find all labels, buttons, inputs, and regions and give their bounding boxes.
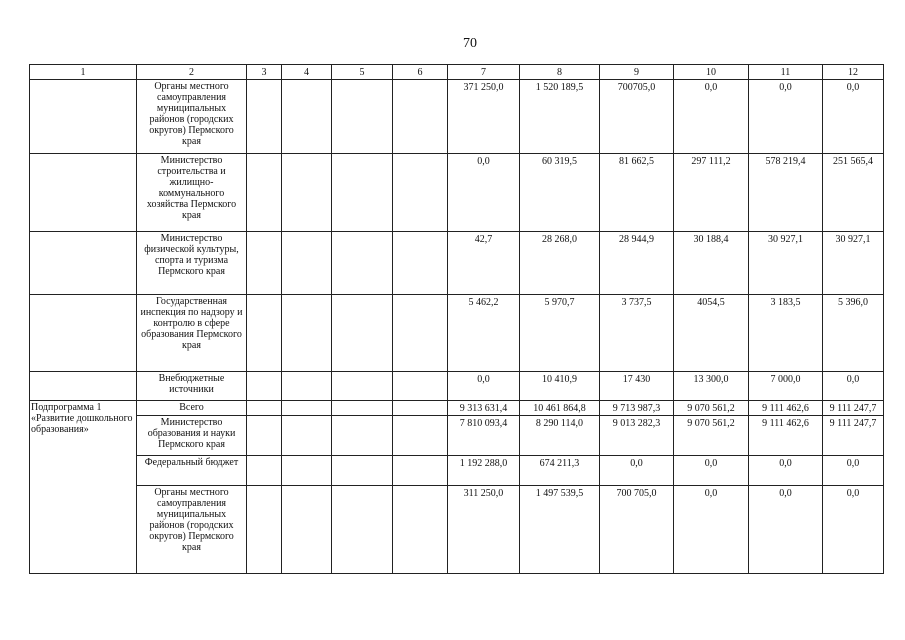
value-cell: 1 192 288,0 [448,456,520,486]
executor-cell: Министерство физической культуры, спорта и туризма Пермского края [137,232,247,295]
value-cell: 8 290 114,0 [520,416,600,456]
value-cell: 0,0 [674,80,749,154]
empty-cell [247,401,282,416]
value-cell: 700 705,0 [600,486,674,574]
subprogram-cell: Подпрограмма 1 «Развитие дошкольного образования» [30,401,137,574]
column-header: 1 [30,65,137,80]
empty-cell [282,80,332,154]
empty-cell [332,80,393,154]
column-header: 7 [448,65,520,80]
empty-cell [332,456,393,486]
empty-cell [393,80,448,154]
value-cell: 0,0 [749,486,823,574]
value-cell: 30 927,1 [749,232,823,295]
value-cell: 10 461 864,8 [520,401,600,416]
empty-cell [247,295,282,372]
column-header: 4 [282,65,332,80]
value-cell: 10 410,9 [520,372,600,401]
table-row [30,416,884,456]
column-header: 3 [247,65,282,80]
value-cell: 30 927,1 [823,232,884,295]
value-cell: 0,0 [448,154,520,232]
value-cell: 9 070 561,2 [674,401,749,416]
page-number: 70 [463,36,477,51]
empty-cell [332,401,393,416]
value-cell: 0,0 [823,486,884,574]
table-row [30,80,884,154]
budget-table-container [29,64,884,574]
executor-cell: Федеральный бюджет [137,456,247,486]
empty-cell [332,372,393,401]
executor-cell: Государственная инспекция по надзору и контролю в сфере образования Пермского края [137,295,247,372]
value-cell: 1 497 539,5 [520,486,600,574]
subprogram-cell [30,154,137,232]
column-header: 8 [520,65,600,80]
value-cell: 5 462,2 [448,295,520,372]
value-cell: 9 013 282,3 [600,416,674,456]
table-row [30,486,884,574]
value-cell: 42,7 [448,232,520,295]
table-row [30,232,884,295]
empty-cell [332,232,393,295]
value-cell: 0,0 [448,372,520,401]
empty-cell [332,295,393,372]
table-row [30,401,884,416]
value-cell: 578 219,4 [749,154,823,232]
value-cell: 4054,5 [674,295,749,372]
empty-cell [247,486,282,574]
value-cell: 9 713 987,3 [600,401,674,416]
empty-cell [247,456,282,486]
empty-cell [247,80,282,154]
value-cell: 0,0 [674,486,749,574]
executor-cell: Министерство образования и науки Пермского края [137,416,247,456]
value-cell: 3 183,5 [749,295,823,372]
value-cell: 3 737,5 [600,295,674,372]
value-cell: 60 319,5 [520,154,600,232]
subprogram-cell [30,295,137,372]
value-cell: 0,0 [600,456,674,486]
empty-cell [282,401,332,416]
value-cell: 9 111 247,7 [823,401,884,416]
value-cell: 9 111 247,7 [823,416,884,456]
empty-cell [282,456,332,486]
table-row [30,456,884,486]
value-cell: 17 430 [600,372,674,401]
value-cell: 0,0 [749,80,823,154]
value-cell: 371 250,0 [448,80,520,154]
empty-cell [247,372,282,401]
value-cell: 13 300,0 [674,372,749,401]
value-cell: 674 211,3 [520,456,600,486]
value-cell: 28 268,0 [520,232,600,295]
empty-cell [393,154,448,232]
value-cell: 0,0 [823,80,884,154]
value-cell: 7 000,0 [749,372,823,401]
empty-cell [282,416,332,456]
value-cell: 251 565,4 [823,154,884,232]
column-header: 12 [823,65,884,80]
value-cell: 9 070 561,2 [674,416,749,456]
empty-cell [393,456,448,486]
executor-cell: Всего [137,401,247,416]
value-cell: 7 810 093,4 [448,416,520,456]
executor-cell: Органы местного самоуправления муниципальных районов (городских округов) Пермского края [137,486,247,574]
empty-cell [282,295,332,372]
value-cell: 81 662,5 [600,154,674,232]
subprogram-cell [30,372,137,401]
empty-cell [247,416,282,456]
value-cell: 0,0 [674,456,749,486]
table-header-row [30,65,884,80]
value-cell: 0,0 [749,456,823,486]
value-cell: 1 520 189,5 [520,80,600,154]
column-header: 11 [749,65,823,80]
value-cell: 28 944,9 [600,232,674,295]
value-cell: 0,0 [823,456,884,486]
table-row [30,154,884,232]
value-cell: 9 111 462,6 [749,401,823,416]
value-cell: 0,0 [823,372,884,401]
empty-cell [393,295,448,372]
empty-cell [393,232,448,295]
empty-cell [393,486,448,574]
value-cell: 311 250,0 [448,486,520,574]
empty-cell [393,416,448,456]
empty-cell [282,232,332,295]
value-cell: 9 313 631,4 [448,401,520,416]
subprogram-cell [30,232,137,295]
budget-table [29,64,884,574]
empty-cell [393,401,448,416]
empty-cell [332,416,393,456]
value-cell: 5 396,0 [823,295,884,372]
value-cell: 700705,0 [600,80,674,154]
value-cell: 297 111,2 [674,154,749,232]
column-header: 2 [137,65,247,80]
executor-cell: Министерство строительства и жилищно-коммунального хозяйства Пермского края [137,154,247,232]
executor-cell: Органы местного самоуправления муниципальных районов (городских округов) Пермского края [137,80,247,154]
value-cell: 30 188,4 [674,232,749,295]
empty-cell [332,154,393,232]
column-header: 6 [393,65,448,80]
column-header: 9 [600,65,674,80]
empty-cell [247,154,282,232]
column-header: 10 [674,65,749,80]
empty-cell [247,232,282,295]
empty-cell [282,486,332,574]
column-header: 5 [332,65,393,80]
value-cell: 9 111 462,6 [749,416,823,456]
empty-cell [332,486,393,574]
subprogram-cell [30,80,137,154]
empty-cell [393,372,448,401]
value-cell: 5 970,7 [520,295,600,372]
empty-cell [282,154,332,232]
table-row [30,295,884,372]
table-row [30,372,884,401]
executor-cell: Внебюджетные источники [137,372,247,401]
empty-cell [282,372,332,401]
